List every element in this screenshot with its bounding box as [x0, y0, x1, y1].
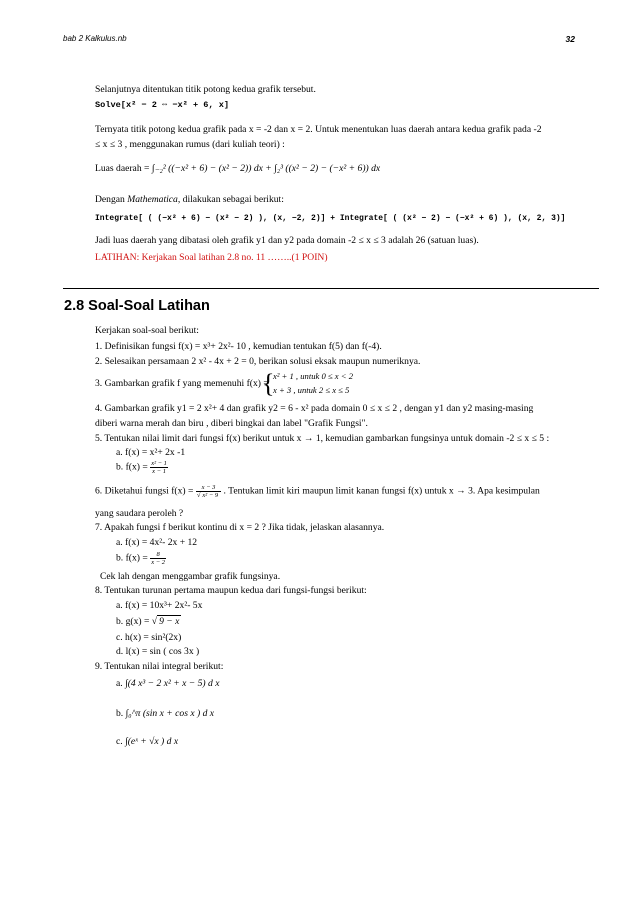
- question-1: 1. Definisikan fungsi f(x) = x³+ 2x²- 10 , kemudian tentukan f(5) dan f(-4).: [95, 341, 382, 352]
- question-3-case-1: x² + 1 , untuk 0 ≤ x < 2: [273, 371, 353, 381]
- sqrt-sign: √: [151, 616, 158, 627]
- question-4-line-1: 4. Gambarkan grafik y1 = 2 x²+ 4 dan grafik y2 = 6 - x² pada domain 0 ≤ x ≤ 2 , dengan y1 dan y2 masing-masing: [95, 403, 534, 414]
- question-9a-integral: ∫(4 x³ − 2 x² + x − 5) d x: [125, 678, 220, 689]
- question-8c: c. h(x) = sin²(2x): [116, 632, 182, 643]
- fraction-numerator: 8: [150, 551, 166, 559]
- luas-formula: ∫₋₂² ((−x² + 6) − (x² − 2)) dx + ∫₂³ ((x² − 2) − (−x² + 6)) dx: [151, 163, 381, 174]
- question-9c-integral: ∫(eˣ + √x ) d x: [125, 736, 179, 747]
- question-5b: [116, 460, 168, 475]
- question-7-note: Cek lah dengan menggambar grafik fungsinya.: [100, 571, 281, 582]
- intro-line-2: Ternyata titik potong kedua grafik pada x = -2 dan x = 2. Untuk menentukan luas daerah antara kedua grafik pada -2: [95, 124, 542, 135]
- question-7a: a. f(x) = 4x²- 2x + 12: [116, 537, 198, 548]
- question-9: 9. Tentukan nilai integral berikut:: [95, 661, 224, 672]
- mathematica-word: Mathematica: [127, 194, 178, 205]
- question-9c-label: c.: [116, 736, 123, 747]
- dengan-line: [95, 194, 284, 206]
- question-9b: [116, 708, 214, 720]
- fraction-denominator: x − 1: [152, 468, 166, 475]
- section-intro: Kerjakan soal-soal berikut:: [95, 325, 199, 336]
- question-7b-fraction: [150, 551, 166, 566]
- question-7: 7. Apakah fungsi f berikut kontinu di x = 2 ? Jika tidak, jelaskan alasannya.: [95, 522, 385, 533]
- luas-daerah: [95, 163, 380, 175]
- question-6-text: . Tentukan limit kiri maupun limit kanan fungsi f(x) untuk x → 3. Apa kesimpulan: [223, 485, 540, 497]
- integrate-command: Integrate[ ( (−x² + 6) − (x² − 2) ), (x, −2, 2)] + Integrate[ ( (x² − 2) − (−x² + 6) ), (x, 2, 3)]: [95, 214, 566, 223]
- question-8b: [116, 616, 181, 628]
- dengan-post: , dilakukan sebagai berikut:: [177, 194, 284, 205]
- question-9b-integral: ∫₀^π (sin x + cos x ) d x: [125, 708, 215, 719]
- question-9b-label: b.: [116, 708, 124, 719]
- page-number: 32: [565, 34, 575, 44]
- solve-command: Solve[x² − 2 ⇔ −x² + 6, x]: [95, 100, 230, 110]
- question-9c: [116, 736, 178, 748]
- section-title: 2.8 Soal-Soal Latihan: [64, 298, 210, 314]
- fraction-numerator: x² − 1: [151, 460, 167, 467]
- question-9a: [116, 678, 219, 690]
- question-8a: a. f(x) = 10x³+ 2x²- 5x: [116, 600, 203, 611]
- notebook-title: bab 2 Kalkulus.nb: [63, 34, 127, 43]
- latihan-line: LATIHAN: Kerjakan Soal latihan 2.8 no. 11 ……..(1 POIN): [95, 252, 328, 263]
- result-line: Jadi luas daerah yang dibatasi oleh grafik y1 dan y2 pada domain -2 ≤ x ≤ 3 adalah 26 (satuan luas).: [95, 235, 479, 246]
- question-8d: d. l(x) = sin ( cos 3x ): [116, 646, 200, 657]
- page-header: [63, 34, 575, 46]
- question-8: 8. Tentukan turunan pertama maupun kedua dari fungsi-fungsi berikut:: [95, 585, 367, 596]
- intro-line-3: ≤ x ≤ 3 , menggunakan rumus (dari kuliah teori) :: [95, 139, 285, 150]
- question-6-fraction: [196, 484, 221, 499]
- question-6: [95, 484, 594, 499]
- question-7b: [116, 551, 166, 566]
- sqrt-radicand: 9 − x: [159, 616, 180, 627]
- fraction-numerator: x − 3: [196, 484, 221, 492]
- section-divider: [63, 288, 599, 289]
- question-3: 3. Gambarkan grafik f yang memenuhi f(x) =: [95, 378, 269, 389]
- question-5: 5. Tentukan nilai limit dari fungsi f(x) berikut untuk x → 1, kemudian gambarkan fungsinya untuk domain -2 ≤ x ≤ 5 :: [95, 433, 550, 444]
- dengan-pre: Dengan: [95, 194, 128, 205]
- piecewise-brace: {: [262, 369, 275, 398]
- question-8b-label: b. g(x) =: [116, 616, 150, 627]
- question-5b-fraction: [150, 460, 168, 475]
- question-4-line-2: diberi warna merah dan biru , diberi bingkai dan label "Grafik Fungsi".: [95, 418, 368, 429]
- question-3-case-2: x + 3 , untuk 2 ≤ x ≤ 5: [273, 385, 350, 395]
- question-2: 2. Selesaikan persamaan 2 x² - 4x + 2 = 0, berikan solusi eksak maupun numeriknya.: [95, 356, 421, 367]
- luas-label: Luas daerah =: [95, 163, 150, 174]
- fraction-denominator: √ x² − 9: [196, 492, 219, 499]
- question-7b-label: b. f(x) =: [116, 552, 148, 564]
- question-6-line-2: yang saudara peroleh ?: [95, 508, 184, 519]
- sqrt-radicand: x² − 9: [202, 492, 219, 499]
- intro-line-1: Selanjutnya ditentukan titik potong kedua grafik tersebut.: [95, 84, 316, 95]
- question-9a-label: a.: [116, 678, 123, 689]
- question-5b-label: b. f(x) =: [116, 461, 148, 473]
- question-6-label: 6. Diketahui fungsi f(x) =: [95, 485, 194, 497]
- fraction-denominator: x − 2: [151, 559, 165, 566]
- question-5a: a. f(x) = x²+ 2x -1: [116, 447, 186, 458]
